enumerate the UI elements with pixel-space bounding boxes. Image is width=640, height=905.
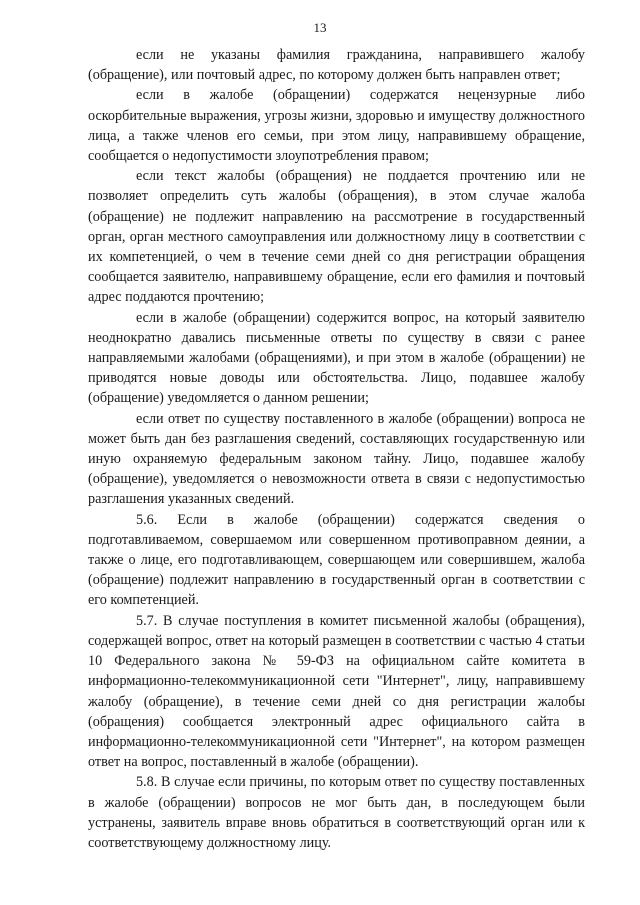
- paragraph-5-8: 5.8. В случае если причины, по которым ответ по существу поставленных в жалобе (обращении) вопросов не мог быть дан, в последующем были устранены, заявитель вправе вновь обратиться в соответствующий орган или к соответствующему должностному лицу.: [88, 774, 585, 851]
- paragraph-5-7: 5.7. В случае поступления в комитет письменной жалобы (обращения), содержащей вопрос, ответ на который размещен в соответствии с частью 4 статьи 10 Федерального закона № 59-ФЗ на официальном сайте комитета в информационно-телекоммуникационной сети "Интернет", лицу, направившему жалобу (обращение), в течение семи дней со дня регистрации жалобы (обращения) сообщается электронный адрес официального сайта в информационно-телекоммуникационной сети "Интернет", на котором размещен ответ на вопрос, поставленный в жалобе (обращении).: [88, 612, 585, 771]
- paragraph-repeated-question: если в жалобе (обращении) содержится вопрос, на который заявителю неоднократно давались письменные ответы по существу в связи с ранее направляемыми жалобами (обращениями), и при этом в жалобе (обращении) не приводятся новые доводы или обстоятельства. Лицо, подавшее жалобу (обращение) уведомляется о данном решении;: [88, 309, 585, 407]
- paragraph-unreadable-text: если текст жалобы (обращения) не поддается прочтению или не позволяет определить суть жалобы (обращения), в этом случае жалоба (обращение) не подлежит направлению на рассмотрение в государственный орган, орган местного самоуправления или должностному лицу в соответствии с их компетенцией, о чем в течение семи дней со дня регистрации обращения сообщается заявителю, направившему обращение, если его фамилия и почтовый адрес поддаются прочтению;: [88, 168, 585, 306]
- paragraph-state-secret: если ответ по существу поставленного в жалобе (обращении) вопроса не может быть дан без разглашения сведений, составляющих государственную или иную охраняемую федеральным законом тайну. Лицо, подавшее жалобу (обращение), уведомляется о невозможности ответа в связи с недопустимостью разглашения указанных сведений.: [88, 410, 585, 508]
- page-number: 13: [313, 20, 327, 35]
- paragraph-no-name-or-address: если не указаны фамилия гражданина, направившего жалобу (обращение), или почтовый адрес, по которому должен быть направлен ответ;: [88, 47, 585, 84]
- paragraph-obscene-language: если в жалобе (обращении) содержатся нецензурные либо оскорбительные выражения, угрозы жизни, здоровью и имуществу должностного лица, а также членов его семьи, при этом лицу, направившему обращение, сообщается о недопустимости злоупотребления правом;: [88, 87, 585, 165]
- document-body: [88, 45, 585, 853]
- paragraph-5-6: 5.6. Если в жалобе (обращении) содержатся сведения о подготавливаемом, совершаемом или совершенном противоправном деянии, а также о лице, его подготавливающем, совершающем или совершившем, жалоба (обращение) подлежит направлению в государственный орган в соответствии с его компетенцией.: [88, 511, 585, 609]
